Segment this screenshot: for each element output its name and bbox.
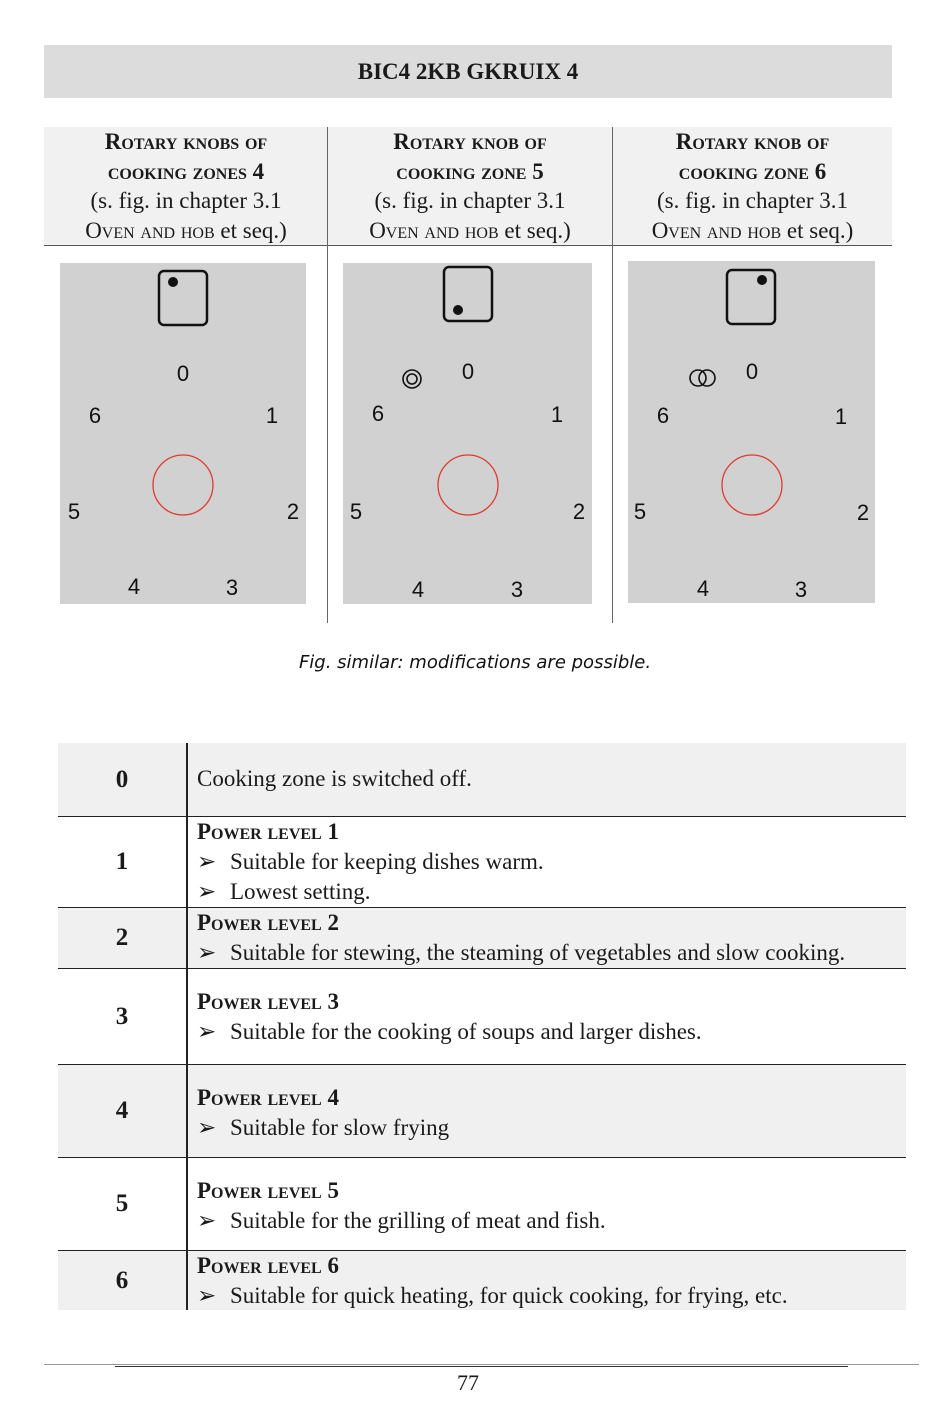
scale-mark-5: 5 (633, 499, 647, 524)
chapter-reference-tail: et seq.) (781, 217, 854, 243)
scale-mark-2: 2 (572, 499, 586, 524)
knob-column-zone-6 (613, 127, 892, 623)
scale-mark-2: 2 (286, 499, 300, 524)
knob-title-line: Rotary knobs of (104, 129, 268, 154)
scale-mark-6: 6 (656, 403, 670, 428)
knob-ring (153, 455, 213, 515)
list-item-text: Suitable for slow frying (230, 1115, 450, 1140)
model-title-bar (44, 45, 892, 98)
level-title: Power level 5 (197, 1178, 339, 1203)
knob-title-line: cooking zone (396, 158, 527, 184)
level-number: 0 (115, 765, 129, 793)
arrow-bullet-icon: ➢ (197, 1208, 217, 1233)
scale-mark-2: 2 (856, 500, 870, 525)
list-item (197, 1017, 902, 1047)
zone-position-dot (757, 275, 767, 285)
list-item (197, 877, 902, 907)
list-item (197, 1113, 902, 1143)
knob-diagram (628, 261, 875, 603)
scale-mark-4: 4 (411, 577, 425, 602)
concentric-zone-icon (403, 370, 421, 388)
list-item-text: Suitable for stewing, the steaming of vegetables and slow cooking. (230, 940, 846, 965)
arrow-bullet-icon: ➢ (197, 940, 217, 965)
chapter-reference-title: Oven and hob (369, 217, 499, 243)
level-body (197, 817, 902, 907)
knob-title-line: Rotary knob of (393, 129, 547, 154)
knob-figure-table (44, 127, 892, 623)
dual-zone-icon (690, 370, 706, 386)
knob-column-header (613, 127, 892, 246)
table-column-divider (186, 743, 188, 1310)
list-item-text: Lowest setting. (230, 879, 371, 904)
list-item (197, 938, 902, 968)
footer-rule (44, 1364, 919, 1365)
level-number: 1 (115, 848, 129, 875)
knob-diagram-svg (628, 261, 875, 603)
dual-zone-icon-second (699, 370, 715, 386)
level-number: 3 (115, 1002, 129, 1030)
scale-mark-1: 1 (550, 402, 564, 427)
footer-rule-inner (115, 1366, 848, 1367)
list-item (197, 847, 902, 877)
level-title: Power level 3 (197, 989, 339, 1014)
scale-mark-1: 1 (834, 404, 848, 429)
knob-diagram (343, 263, 592, 604)
level-title: Power level 1 (197, 819, 339, 844)
scale-mark-6: 6 (371, 401, 385, 426)
knob-diagram-svg (343, 263, 592, 604)
knob-zone-number: 6 (814, 158, 827, 184)
zone-position-dot (453, 305, 463, 315)
chapter-reference-title: Oven and hob (85, 217, 215, 243)
chapter-reference: (s. fig. in chapter 3.1 (374, 188, 566, 213)
level-number: 4 (115, 1097, 129, 1124)
list-item-text: Suitable for keeping dishes warm. (230, 849, 544, 874)
chapter-reference: (s. fig. in chapter 3.1 (657, 188, 848, 213)
scale-mark-3: 3 (794, 577, 808, 602)
chapter-reference-tail: et seq.) (498, 217, 571, 243)
chapter-reference-tail: et seq.) (214, 217, 287, 243)
list-item-text: Suitable for quick heating, for quick cooking, for frying, etc. (230, 1283, 788, 1308)
knob-column-header (328, 127, 612, 246)
zone-position-icon (159, 271, 207, 325)
scale-mark-1: 1 (265, 403, 279, 428)
list-item (197, 1206, 902, 1236)
scale-mark-4: 4 (127, 574, 141, 599)
level-title: Power level 4 (197, 1085, 339, 1110)
arrow-bullet-icon: ➢ (197, 1019, 217, 1044)
scale-mark-5: 5 (67, 499, 81, 524)
arrow-bullet-icon: ➢ (197, 849, 217, 874)
zone-position-icon (444, 267, 492, 321)
knob-diagram (60, 263, 306, 604)
scale-mark-0: 0 (176, 361, 190, 386)
level-title: Power level 6 (197, 1253, 339, 1278)
list-item-text: Suitable for the grilling of meat and fish. (230, 1208, 606, 1233)
level-number: 2 (115, 924, 129, 951)
level-body (197, 908, 902, 968)
knob-diagram-svg (60, 263, 306, 604)
scale-mark-6: 6 (88, 403, 102, 428)
level-body (197, 1176, 902, 1236)
knob-zone-number: 5 (532, 158, 544, 184)
figure-caption: Fig. similar: modifications are possible. (298, 652, 652, 673)
level-body (197, 764, 902, 794)
page-number: 77 (457, 1370, 479, 1395)
chapter-reference: (s. fig. in chapter 3.1 (90, 188, 282, 213)
arrow-bullet-icon: ➢ (197, 1283, 217, 1308)
scale-mark-0: 0 (461, 359, 475, 384)
list-item (197, 1281, 902, 1311)
scale-mark-5: 5 (349, 499, 363, 524)
zone-position-dot (168, 277, 178, 287)
scale-mark-4: 4 (696, 576, 710, 601)
knob-title-line: cooking zone (678, 158, 809, 184)
level-description: Cooking zone is switched off. (197, 766, 472, 791)
level-number: 6 (115, 1266, 129, 1294)
model-title: BIC4 2KB GKRUIX 4 (357, 58, 579, 84)
arrow-bullet-icon: ➢ (197, 1115, 217, 1140)
zone-position-icon (727, 270, 775, 324)
knob-title-line: Rotary knob of (675, 129, 830, 154)
scale-mark-0: 0 (745, 359, 759, 384)
knob-column-header (44, 127, 328, 246)
arrow-bullet-icon: ➢ (197, 879, 217, 904)
scale-mark-3: 3 (510, 577, 524, 602)
knob-ring (438, 455, 498, 515)
knob-title-line: cooking zones (107, 158, 247, 184)
chapter-reference-title: Oven and hob (651, 217, 782, 243)
list-item-text: Suitable for the cooking of soups and larger dishes. (230, 1019, 702, 1044)
level-body (197, 1251, 902, 1311)
level-number: 5 (115, 1190, 129, 1217)
knob-ring (722, 455, 782, 515)
knob-zone-number: 4 (252, 158, 265, 184)
concentric-zone-icon-inner (407, 374, 417, 384)
level-body (197, 1083, 902, 1143)
level-title: Power level 2 (197, 910, 339, 935)
scale-mark-3: 3 (225, 575, 239, 600)
knob-column-zone-5 (328, 127, 612, 623)
level-body (197, 987, 902, 1047)
knob-column-zones-4 (44, 127, 328, 623)
